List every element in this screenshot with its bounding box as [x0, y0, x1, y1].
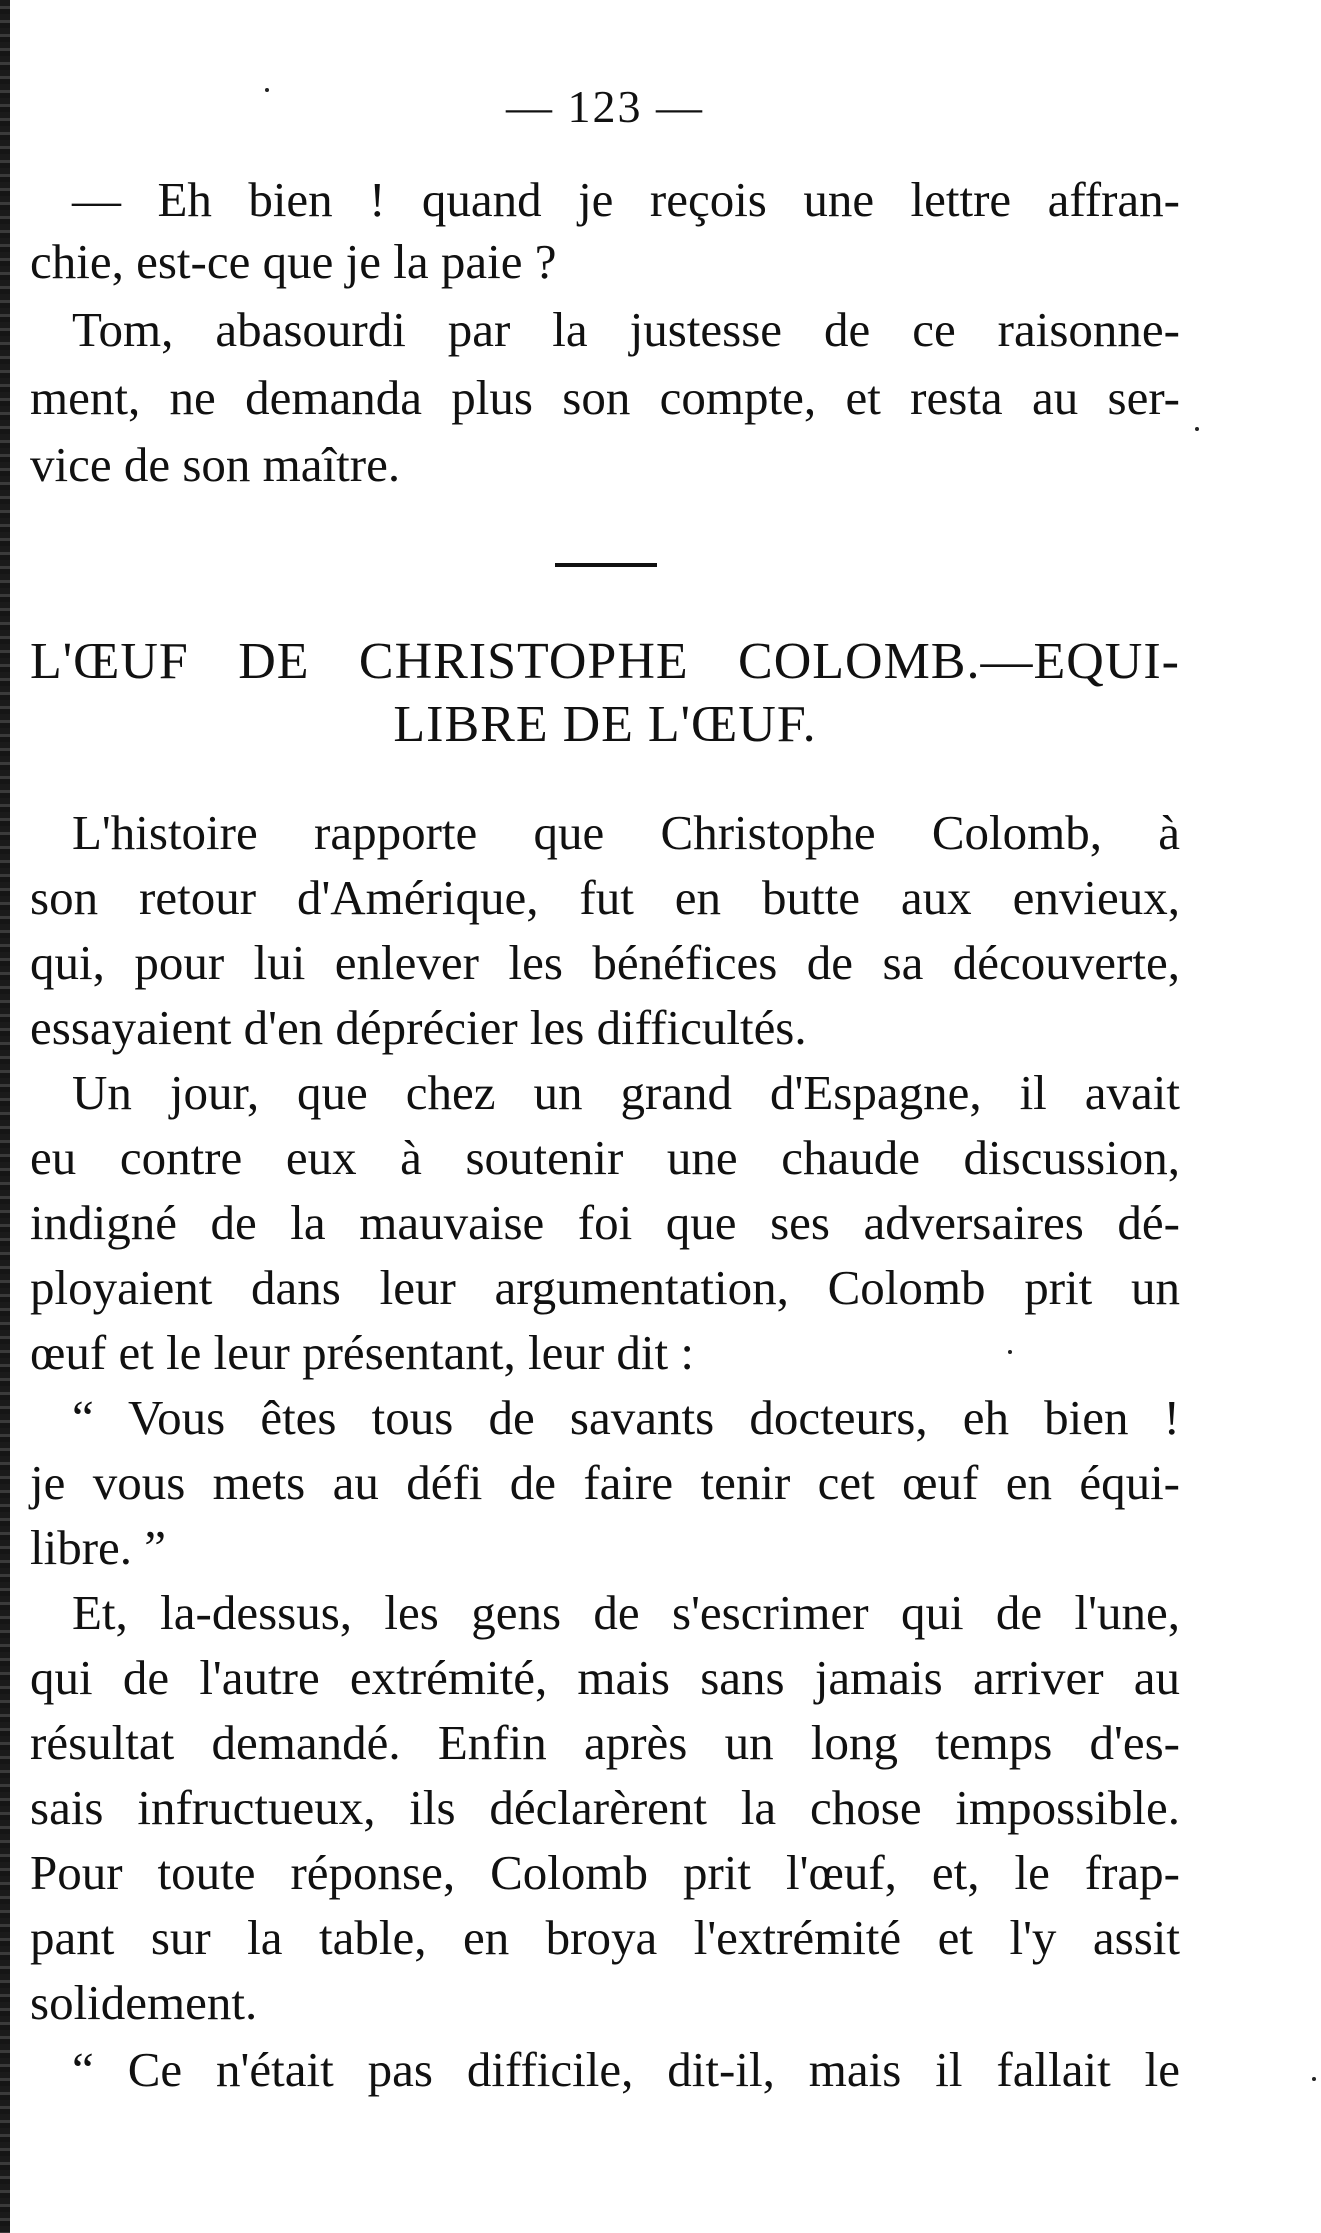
text-line: qui de l'autre extrémité, mais sans jamais arriver au	[30, 1650, 1180, 1705]
text-line: résultat demandé. Enfin après un long temps d'es-	[30, 1715, 1180, 1770]
text-line: vice de son maître.	[30, 437, 401, 492]
book-page	[30, 0, 1180, 2233]
text-line: ployaient dans leur argumentation, Colomb prit un	[30, 1260, 1180, 1315]
text-line: eu contre eux à soutenir une chaude discussion,	[30, 1130, 1180, 1185]
text-line: pant sur la table, en broya l'extrémité et l'y assit	[30, 1910, 1180, 1965]
text-line: œuf et le leur présentant, leur dit :	[30, 1325, 694, 1380]
text-line: son retour d'Amérique, fut en butte aux envieux,	[30, 870, 1180, 925]
text-line: Et, la-dessus, les gens de s'escrimer qui de l'une,	[72, 1585, 1180, 1640]
scan-speck	[1008, 1350, 1012, 1354]
text-line: “ Ce n'était pas difficile, dit-il, mais il fallait le	[72, 2042, 1180, 2097]
page-number: — 123 —	[506, 81, 704, 132]
section-heading-line-2: LIBRE DE L'ŒUF.	[393, 696, 817, 753]
text-line: solidement.	[30, 1975, 258, 2030]
text-line: qui, pour lui enlever les bénéfices de sa découverte,	[30, 935, 1180, 990]
text-line: L'histoire rapporte que Christophe Colomb, à	[72, 805, 1180, 860]
section-heading-line-1: L'ŒUF DE CHRISTOPHE COLOMB.—EQUI-	[30, 633, 1180, 690]
text-line: “ Vous êtes tous de savants docteurs, eh bien !	[72, 1390, 1180, 1445]
binding-edge	[0, 0, 10, 2233]
text-line: Un jour, que chez un grand d'Espagne, il avait	[72, 1065, 1180, 1120]
section-divider	[555, 563, 657, 567]
scan-speck	[1195, 427, 1199, 431]
text-line: je vous mets au défi de faire tenir cet œuf en équi-	[30, 1455, 1180, 1510]
text-line: Pour toute réponse, Colomb prit l'œuf, et, le frap-	[30, 1845, 1180, 1900]
scan-speck	[265, 88, 269, 92]
text-line: ment, ne demanda plus son compte, et resta au ser-	[30, 370, 1180, 425]
text-line: sais infructueux, ils déclarèrent la chose impossible.	[30, 1780, 1180, 1835]
text-line: libre. ”	[30, 1520, 167, 1575]
text-line: — Eh bien ! quand je reçois une lettre affran-	[72, 172, 1180, 227]
scan-speck	[1312, 2077, 1316, 2081]
text-line: Tom, abasourdi par la justesse de ce raisonne-	[72, 302, 1180, 357]
text-line: chie, est-ce que je la paie ?	[30, 234, 557, 289]
text-line: essayaient d'en déprécier les difficultés.	[30, 1000, 807, 1055]
text-line: indigné de la mauvaise foi que ses adversaires dé-	[30, 1195, 1180, 1250]
